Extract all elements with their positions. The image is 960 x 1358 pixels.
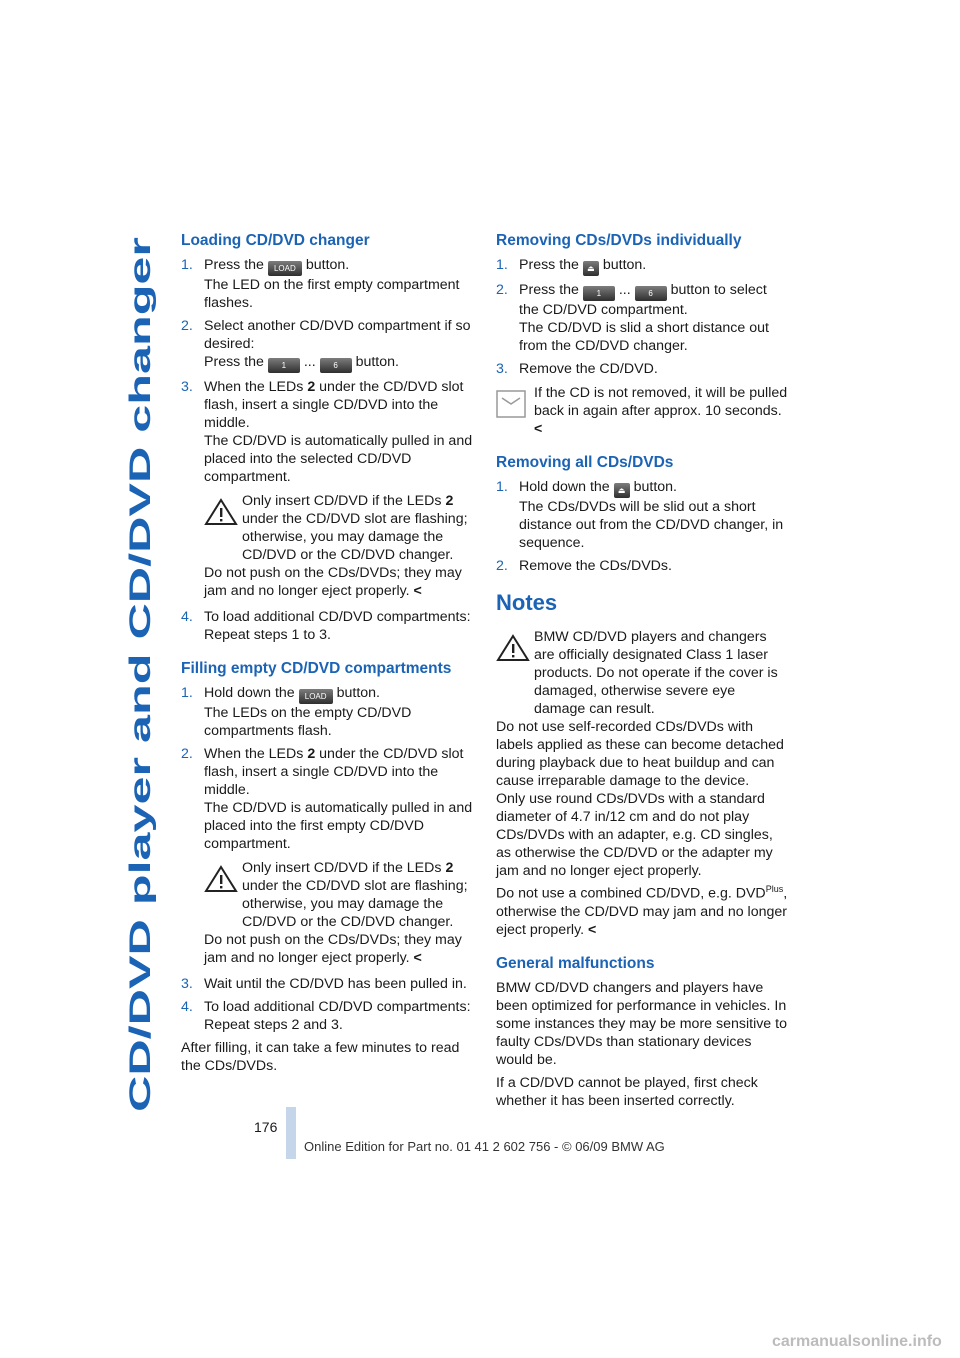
step-text: button. xyxy=(633,479,677,495)
eject-button-icon: ⏏ xyxy=(583,261,599,276)
step-number: 1. xyxy=(181,257,193,273)
note-text: under the CD/DVD slot are flashing; otherwise, you may damage the CD/DVD or the CD/DVD changer. xyxy=(242,878,468,930)
step-number: 2. xyxy=(496,558,508,574)
footer-edition-text: Online Edition for Part no. 01 41 2 602 756 - © 06/09 BMW AG xyxy=(304,1139,665,1154)
step-text: button. xyxy=(602,257,647,273)
step-text: Press the xyxy=(204,257,264,273)
step-number: 4. xyxy=(181,999,193,1015)
steps-filling xyxy=(181,684,475,1034)
step-number: 3. xyxy=(181,379,193,395)
step-number: 2. xyxy=(496,282,508,298)
led-number: 2 xyxy=(445,493,454,509)
step-item xyxy=(181,256,475,312)
step-number: 1. xyxy=(496,479,508,495)
step-number: 3. xyxy=(181,976,193,992)
ellipsis: ... xyxy=(618,282,631,298)
step-text: button. xyxy=(336,685,380,701)
heading-loading: Loading CD/DVD changer xyxy=(181,232,370,249)
malfunctions-paragraph: If a CD/DVD cannot be played, first check whether it has been inserted correctly. xyxy=(496,1074,758,1109)
step-text: Remove the CD/DVD. xyxy=(519,361,658,377)
right-column xyxy=(496,231,790,1125)
notes-paragraph: BMW CD/DVD players and changers are officially designated Class 1 laser products. Do not operate if the cover is damaged, otherwise severe eye damage can result. xyxy=(534,629,778,717)
caution-note xyxy=(204,492,475,600)
caution-note xyxy=(204,859,475,967)
step-text: When the LEDs xyxy=(204,746,304,762)
caution-note xyxy=(496,628,790,939)
step-item xyxy=(496,360,790,378)
heading-notes: Notes xyxy=(496,590,558,615)
info-note xyxy=(496,384,790,438)
step-item xyxy=(496,557,790,575)
step-text: Press the xyxy=(519,282,579,298)
end-mark: < xyxy=(413,583,422,599)
note-text: If the CD is not removed, it will be pulled back in again after approx. 10 seconds. xyxy=(534,385,788,419)
side-chapter-title-text: CD/DVD player and CD/DVD changer xyxy=(124,590,157,1112)
preset-6-label: 6 xyxy=(648,289,653,298)
filling-after-text: After filling, it can take a few minutes to read the CDs/DVDs. xyxy=(181,1040,460,1074)
preset-6-button-icon xyxy=(635,286,667,301)
end-mark: < xyxy=(413,950,422,966)
step-number: 1. xyxy=(496,257,508,273)
side-chapter-title xyxy=(104,232,164,1112)
section-malfunctions xyxy=(496,954,790,1110)
load-label: LOAD xyxy=(304,692,327,701)
warning-triangle-icon xyxy=(204,865,238,893)
notes-text: Do not use a combined CD/DVD, e.g. DVD xyxy=(496,885,766,902)
step-text: button. xyxy=(305,257,350,273)
ellipsis: ... xyxy=(303,354,316,370)
step-text: button. xyxy=(355,354,399,370)
step-item xyxy=(496,256,790,276)
step-number: 4. xyxy=(181,609,193,625)
section-filling xyxy=(181,659,475,1075)
led-number: 2 xyxy=(307,379,316,395)
end-mark: < xyxy=(588,921,597,938)
step-text: Remove the CDs/DVDs. xyxy=(519,558,672,574)
led-number: 2 xyxy=(307,746,316,762)
step-item xyxy=(181,378,475,600)
step-text: To load additional CD/DVD compartments: xyxy=(204,609,471,625)
end-mark: < xyxy=(534,421,543,437)
notes-paragraph: Do not use self-recorded CDs/DVDs with labels applied as these can become detached during playback due to heat buildup and can cause irreparable damage to the device. xyxy=(496,719,784,789)
step-text: The CD/DVD is slid a short distance out from the CD/DVD changer. xyxy=(519,320,769,354)
malfunctions-paragraph: BMW CD/DVD changers and players have been optimized for performance in vehicles. In some instances they may be more sensitive to faulty CDs/DVDs than stationary devices would be. xyxy=(496,979,787,1068)
step-text: button to select the CD/DVD compartment. xyxy=(519,282,767,318)
step-item xyxy=(496,281,790,355)
steps-removing-all xyxy=(496,478,790,575)
preset-1-button-icon xyxy=(583,286,615,301)
load-label: LOAD xyxy=(273,264,296,273)
preset-6-button-icon xyxy=(320,358,352,373)
step-item xyxy=(496,478,790,552)
step-text: under the CD/DVD slot flash, insert a single CD/DVD into the middle. xyxy=(204,379,464,431)
steps-loading xyxy=(181,256,475,644)
step-text: Press the xyxy=(204,354,264,370)
steps-removing xyxy=(496,256,790,378)
warning-triangle-icon xyxy=(204,498,238,526)
step-text: When the LEDs xyxy=(204,379,304,395)
step-text: Repeat steps 2 and 3. xyxy=(204,1017,343,1033)
note-text: Do not push on the CDs/DVDs; they may jam and no longer eject properly. xyxy=(204,932,462,966)
notes-paragraph: Only use round CDs/DVDs with a standard diameter of 4.7 in/12 cm and do not play CDs/DVDs with an adapter, e.g. CD singles, as otherwise the CD/DVD or the adapter my jam and no longer eject properly. xyxy=(496,791,773,879)
step-text: Wait until the CD/DVD has been pulled in. xyxy=(204,976,467,992)
step-number: 2. xyxy=(181,746,193,762)
heading-removing-all: Removing all CDs/DVDs xyxy=(496,454,674,471)
step-text: The CD/DVD is automatically pulled in and placed into the first empty CD/DVD compartment. xyxy=(204,800,473,852)
watermark: carmanualsonline.info xyxy=(772,1333,942,1350)
note-arrow-icon xyxy=(496,390,530,418)
step-text: Press the xyxy=(519,257,579,273)
heading-removing: Removing CDs/DVDs individually xyxy=(496,232,742,249)
section-removing xyxy=(496,231,790,438)
heading-filling: Filling empty CD/DVD compartments xyxy=(181,660,452,677)
load-button-icon xyxy=(299,689,333,704)
step-text: The LEDs on the empty CD/DVD compartments flash. xyxy=(204,705,412,739)
heading-malfunctions: General malfunctions xyxy=(496,954,655,972)
step-text: Hold down the xyxy=(204,685,295,701)
notes-paragraph xyxy=(496,880,790,939)
plus-superscript: Plus xyxy=(765,884,784,894)
footer-bar xyxy=(286,1107,296,1159)
section-loading xyxy=(181,231,475,644)
preset-6-label: 6 xyxy=(333,361,338,370)
load-button-icon xyxy=(268,261,302,276)
notes-text: , otherwise the CD/DVD may jam and no longer eject properly. xyxy=(496,885,788,938)
section-removing-all xyxy=(496,453,790,575)
note-text: Do not push on the CDs/DVDs; they may jam and no longer eject properly. xyxy=(204,565,462,599)
eject-button-icon: ⏏ xyxy=(614,483,630,498)
step-text: under the CD/DVD slot flash, insert a single CD/DVD into the middle. xyxy=(204,746,464,798)
section-notes xyxy=(496,590,790,939)
preset-1-label: 1 xyxy=(596,289,602,298)
note-text: Only insert CD/DVD if the LEDs xyxy=(242,493,442,509)
step-number: 2. xyxy=(181,318,193,334)
note-text: under the CD/DVD slot are flashing; otherwise, you may damage the CD/DVD or the CD/DVD changer. xyxy=(242,511,468,563)
step-text: Repeat steps 1 to 3. xyxy=(204,627,331,643)
step-text: The CD/DVD is automatically pulled in and placed into the selected CD/DVD compartment. xyxy=(204,433,473,485)
step-text: Hold down the xyxy=(519,479,610,495)
step-item xyxy=(181,998,475,1034)
step-item xyxy=(181,975,475,993)
step-item xyxy=(181,745,475,967)
step-text: Select another CD/DVD compartment if so desired: xyxy=(204,318,471,352)
warning-triangle-icon xyxy=(496,634,530,662)
left-column xyxy=(181,231,475,1090)
step-number: 3. xyxy=(496,361,508,377)
preset-1-label: 1 xyxy=(281,361,287,370)
step-number: 1. xyxy=(181,685,193,701)
step-item xyxy=(181,608,475,644)
led-number: 2 xyxy=(445,860,454,876)
preset-1-button-icon xyxy=(268,358,300,373)
step-item xyxy=(181,317,475,373)
page-number: 176 xyxy=(254,1119,278,1135)
step-text: The CDs/DVDs will be slid out a short distance out from the CD/DVD changer, in sequence. xyxy=(519,499,784,551)
note-text: Only insert CD/DVD if the LEDs xyxy=(242,860,442,876)
step-text: The LED on the first empty compartment flashes. xyxy=(204,277,460,311)
step-text: To load additional CD/DVD compartments: xyxy=(204,999,471,1015)
step-item xyxy=(181,684,475,740)
